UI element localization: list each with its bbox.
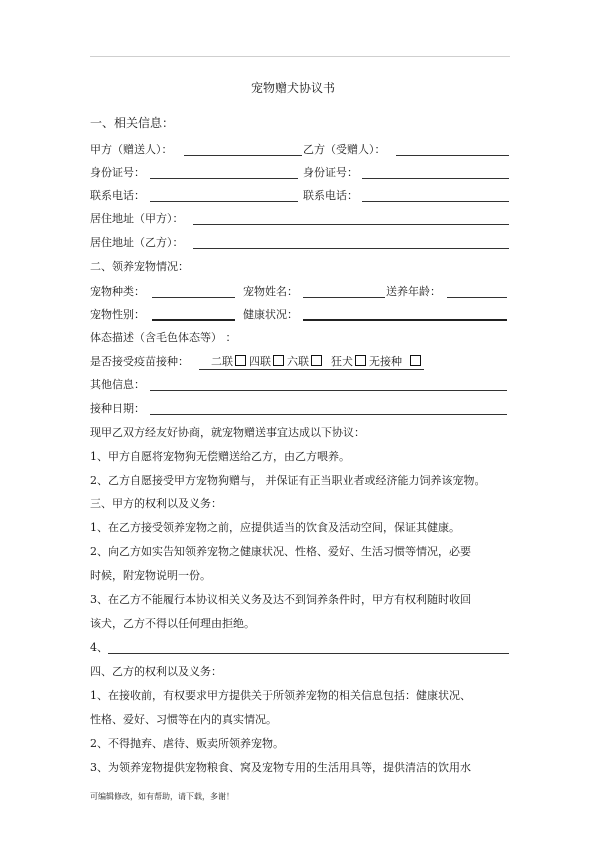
- health-field[interactable]: [303, 319, 507, 321]
- phone-a-field[interactable]: [150, 201, 298, 202]
- address-b-label: 居住地址（乙方）：: [90, 236, 184, 249]
- id-b-label: 身份证号：: [303, 166, 358, 179]
- section4-item-1-cont: 性格、爱好、习惯等在内的真实情况。: [90, 713, 277, 726]
- health-label: 健康状况：: [243, 308, 298, 321]
- age-field[interactable]: [447, 297, 507, 298]
- section4-item-2: 2、不得抛弃、虐待、贩卖所领养宠物。: [90, 737, 284, 750]
- vaccine-option-label: 二联: [211, 355, 233, 368]
- clause-1: 1、甲方自愿将宠物狗无偿赠送给乙方，由乙方喂养。: [90, 450, 350, 463]
- checkbox-2-combined[interactable]: [235, 355, 246, 366]
- phone-a-label: 联系电话：: [90, 189, 145, 202]
- vaccine-option-label: 六联: [287, 355, 309, 368]
- address-a-field[interactable]: [193, 224, 509, 225]
- section2-heading: 二、领养宠物情况：: [90, 260, 189, 273]
- section3-heading: 三、甲方的权利以及义务：: [90, 497, 222, 510]
- party-b-field[interactable]: [396, 155, 509, 156]
- id-b-field[interactable]: [362, 178, 509, 179]
- address-b-field[interactable]: [193, 248, 509, 249]
- gender-field[interactable]: [152, 319, 235, 321]
- species-field[interactable]: [152, 297, 235, 298]
- document-title: 宠物赠犬协议书: [251, 81, 336, 95]
- other-info-field[interactable]: [150, 390, 507, 391]
- section3-item-4-field[interactable]: [108, 653, 509, 654]
- phone-b-field[interactable]: [362, 201, 509, 202]
- vaccine-option-label: 无接种: [369, 355, 402, 368]
- pet-name-label: 宠物姓名：: [243, 285, 298, 298]
- checkbox-6-combined[interactable]: [311, 355, 322, 366]
- vaccine-label: 是否接受疫苗接种：: [90, 355, 189, 368]
- footer-note: 可编辑修改，如有帮助，请下载，多谢！: [90, 792, 234, 801]
- section3-item-3: 3、在乙方不能履行本协议相关义务及达不到饲养条件时，甲方有权利随时收回: [90, 593, 471, 606]
- phone-b-label: 联系电话：: [303, 189, 358, 202]
- vaccine-option-label: 狂犬: [331, 355, 353, 368]
- section3-item-3-cont: 该犬，乙方不得以任何理由拒绝。: [90, 617, 255, 630]
- vaccine-option-label: 四联: [249, 355, 271, 368]
- checkbox-4-combined[interactable]: [273, 355, 284, 366]
- vaccine-row: [90, 355, 424, 369]
- other-info-label: 其他信息：: [90, 378, 145, 391]
- section3-item-1: 1、在乙方接受领养宠物之前，应提供适当的饮食及活动空间，保证其健康。: [90, 521, 460, 534]
- clause-2: 2、乙方自愿接受甲方宠物狗赠与， 并保证有正当职业者或经济能力饲养该宠物。: [90, 474, 486, 487]
- section4-item-1: 1、在接收前，有权要求甲方提供关于所领养宠物的相关信息包括：健康状况、: [90, 689, 471, 702]
- checkbox-rabies[interactable]: [355, 355, 366, 366]
- party-a-label: 甲方（赠送人）：: [90, 143, 173, 156]
- party-a-field[interactable]: [184, 155, 302, 156]
- vaccine-options: [199, 355, 424, 370]
- section1-heading: 一、相关信息：: [90, 116, 175, 130]
- species-label: 宠物种类：: [90, 285, 145, 298]
- age-label: 送养年龄：: [386, 285, 441, 298]
- id-a-label: 身份证号：: [90, 166, 145, 179]
- section3-item-2: 2、向乙方如实告知领养宠物之健康状况、性格、爱好、生活习惯等情况，必要: [90, 545, 471, 558]
- checkbox-none[interactable]: [410, 355, 421, 366]
- party-b-label: 乙方（受赠人）：: [303, 143, 386, 156]
- header-divider: [90, 56, 510, 57]
- agreement-intro: 现甲乙双方经友好协商，就宠物赠送事宜达成以下协议：: [90, 426, 365, 439]
- section3-item-4: 4、: [90, 641, 108, 654]
- section3-item-2-cont: 时候，附宠物说明一份。: [90, 569, 211, 582]
- pet-name-field[interactable]: [303, 297, 385, 298]
- section4-heading: 四、乙方的权利以及义务：: [90, 665, 222, 678]
- vaccination-date-label: 接种日期：: [90, 402, 145, 415]
- appearance-label: 体态描述（含毛色体态等） ：: [90, 331, 237, 344]
- id-a-field[interactable]: [150, 178, 298, 179]
- vaccination-date-field[interactable]: [150, 414, 507, 415]
- gender-label: 宠物性别：: [90, 308, 145, 321]
- address-a-label: 居住地址（甲方）：: [90, 212, 184, 225]
- section4-item-3: 3、为领养宠物提供宠物粮食、窝及宠物专用的生活用具等，提供清洁的饮用水: [90, 761, 471, 774]
